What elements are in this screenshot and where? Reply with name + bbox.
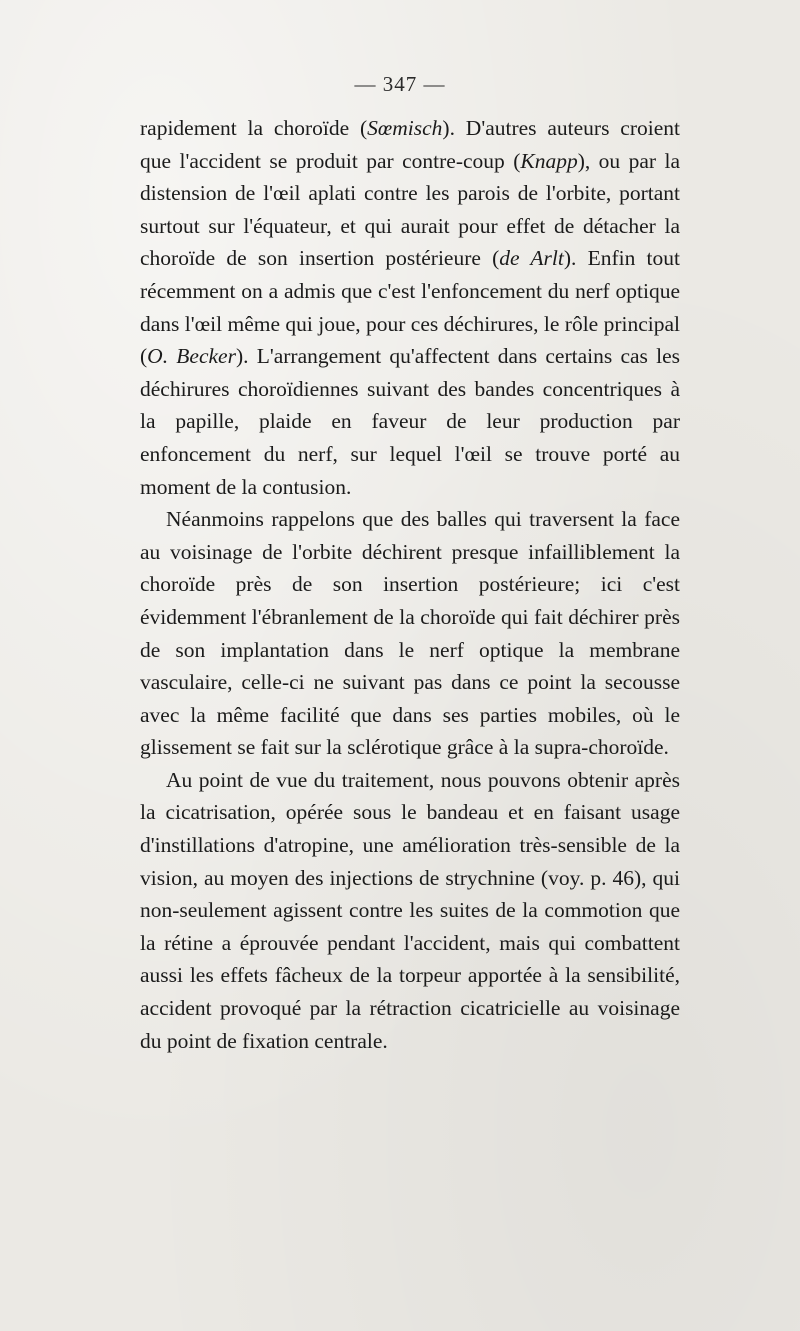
text-segment: ). Enfin tout récemment on a admis que c'est l'enfoncement du nerf optique dans l'œil même qui joue, pour ces déchirures, le rôle principal ( [140,246,681,369]
text-segment: Néanmoins rappelons que des balles qui traversent la face au voisinage de l'orbite déchirent presque infailliblement la choroïde près de son insertion postérieure; ici c'est évidemment l'ébranlement de la choroïde qui fait déchirer près de son implantation dans le nerf optique la membrane vasculaire, celle-ci ne suivant pas dans ce point la secousse avec la même facilité que dans ses parties mobiles, où le glissement se fait sur la sclérotique grâce à la supra-choroïde. [140,507,680,760]
text-segment: Au point de vue du traitement, nous pouvons obtenir après la cicatrisation, opérée sous le bandeau et en faisant usage d'instillations d'atropine, une amélioration très-sensible de la vision, au moyen des injections de strychnine (voy. p. 46), qui non-seulement agissent contre les suites de la commotion que la rétine a éprouvée pendant l'accident, mais qui combattent aussi les effets fâcheux de la torpeur apportée à la sensibilité, accident provoqué par la rétraction cicatricielle au voisinage du point de fixation centrale. [140,767,680,1053]
page-number: — 347 — [354,72,446,96]
author-citation-soemisch: Sœmisch [367,116,443,140]
text-segment: rapidement la choroïde ( [140,116,368,140]
text-segment: ). L'arrangement qu'affectent dans certains cas les déchirures choroïdiennes suivant des bandes concentriques à la papille, plaide en faveur de leur production par enfoncement du nerf, sur lequel l'œil se trouve porté au moment de la contusion. [140,344,681,499]
paragraph-1 [140,112,680,503]
text-segment: ). D'autres auteurs croient que l'accident se produit par contre-coup ( [140,116,680,173]
paragraph-2 [140,503,680,764]
author-citation-arlt: de Arlt [499,246,564,271]
paragraph-3 [140,764,680,1057]
author-citation-becker: O. Becker [147,344,236,369]
body-text [140,112,680,1057]
text-segment: ), ou par la distension de l'œil aplati contre les parois de l'orbite, portant surtout sur l'équateur, et qui aurait pour effet de détacher la choroïde de son insertion postérieure ( [140,148,680,271]
author-citation-knapp: Knapp [520,148,578,173]
